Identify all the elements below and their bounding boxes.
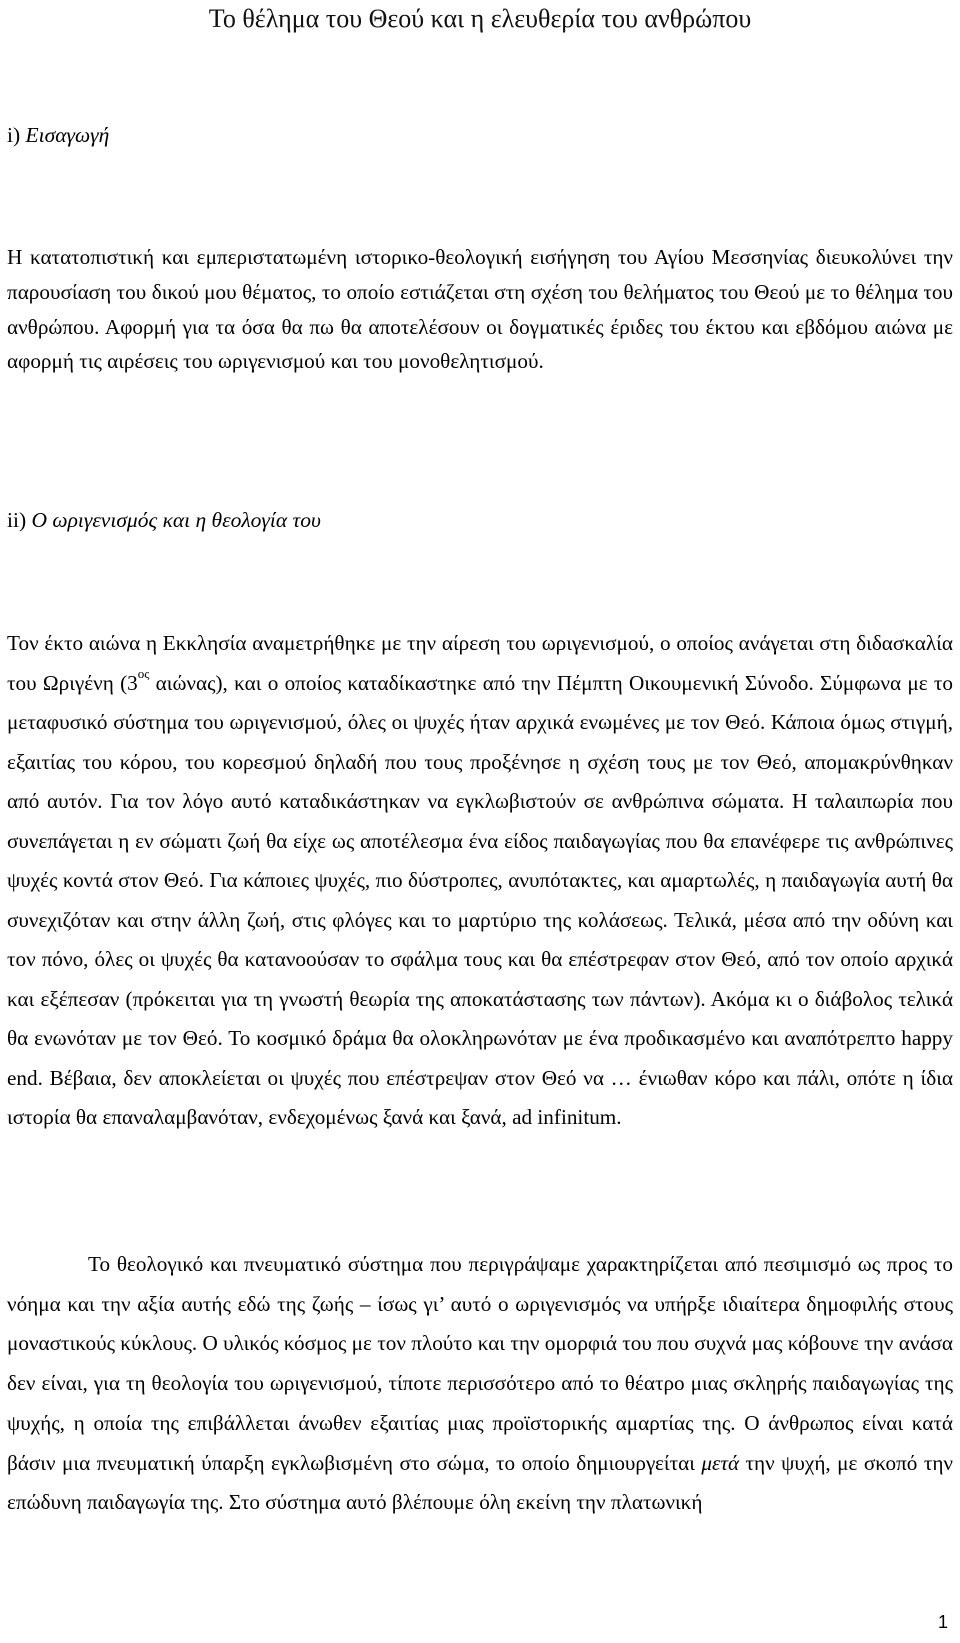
section-number: ii) bbox=[7, 508, 27, 532]
section-title: Εισαγωγή bbox=[25, 123, 110, 147]
document-title: Το θέλημα του Θεού και η ελευθερία του ανθρώπου bbox=[208, 4, 752, 33]
origenism-paragraph bbox=[7, 624, 953, 1138]
ordinal-superscript: ος bbox=[137, 666, 150, 682]
section-number: i) bbox=[7, 123, 21, 147]
section-title: Ο ωριγενισμός και η θεολογία του bbox=[31, 508, 321, 532]
paragraph-text: Τον έκτο αιώνα η Εκκλησία αναμετρήθηκε με την αίρεση του ωριγενισμού, ο οποίος ανάγεται στη διδασκαλία του Ωριγένη (3 bbox=[7, 631, 953, 695]
italic-word: μετά bbox=[701, 1450, 740, 1475]
section-heading-introduction bbox=[7, 121, 109, 149]
paragraph-text: αιώνας), και ο οποίος καταδίκαστηκε από την Πέμπτη Οικουμενική Σύνοδο. Σύμφωνα με το μεταφυσικό σύστημα του ωριγενισμού, όλες οι ψυχές ήταν αρχικά ενωμένες με τον Θεό. Κάποια όμως στιγμή, εξαιτίας του κόρου, του κορεσμού δηλαδή που τους προξένησε η σχέση τους με τον Θεό, απομακρύνθηκαν από αυτόν. Για τον λόγο αυτό καταδικάστηκαν να εγκλωβιστούν σε ανθρώπινα σώματα. Η ταλαιπωρία που συνεπάγεται η εν σώματι ζωή θα είχε ως αποτέλεσμα ένα είδος παιδαγωγίας που θα επανέφερε τις ανθρώπινες ψυχές κοντά στον Θεό. Για κάποιες ψυχές, πιο δύστροπες, ανυπότακτες, και αμαρτωλές, η παιδαγωγία αυτή θα συνεχιζόταν και στην άλλη ζωή, στις φλόγες και το μαρτύριο της κολάσεως. Τελικά, μέσα από την οδύνη και τον πόνο, όλες οι ψυχές θα κατανοούσαν το σφάλμα τους και θα επέστρεφαν στον Θεό, από τον οποίο αρχικά και εξέπεσαν (πρόκειται για τη γνωστή θεωρία της αποκατάστασης των πάντων). Ακόμα κι ο διάβολος τελικά θα ενωνόταν με τον Θεό. Το κοσμικό δράμα θα ολοκληρωνόταν με ένα προδικασμένο και αναπότρεπτο happy end. Βέβαια, δεν αποκλείεται οι ψυχές που επέστρεψαν στον Θεό να … ένιωθαν κόρο και πάλι, οπότε η ίδια ιστορία θα επαναλαμβανόταν, ενδεχομένως ξανά και ξανά, ad infinitum. bbox=[7, 670, 954, 1129]
paragraph-text: Το θεολογικό και πνευματικό σύστημα που περιγράψαμε χαρακτηρίζεται από πεσιμισμό ως προς το νόημα και την αξία αυτής εδώ της ζωής – ίσως γι’ αυτό ο ωριγενισμός να υπήρξε ιδιαίτερα δημοφιλής στους μοναστικούς κύκλους. Ο υλικός κόσμος με τον πλούτο και την ομορφιά του που συχνά μας κόβουνε την ανάσα δεν είναι, για τη θεολογία του ωριγενισμού, τίποτε περισσότερο από το θέατρο μιας σκληρής παιδαγωγίας της ψυχής, η οποία της επιβάλλεται άνωθεν εξαιτίας μιας προϊστορικής αμαρτίας της. Ο άνθρωπος είναι κατά βάσιν μια πνευματική ύπαρξη εγκλωβισμένη στο σώμα, το οποίο δημιουργείται bbox=[7, 1252, 953, 1475]
theology-paragraph bbox=[7, 1245, 953, 1523]
introduction-paragraph: Η κατατοπιστική και εμπεριστατωμένη ιστορικο-θεολογική εισήγηση του Αγίου Μεσσηνίας διευκολύνει την παρουσίαση του δικού μου θέματος, το οποίο εστιάζεται στη σχέση του θελήματος του Θεού με το θέλημα του ανθρώπου. Αφορμή για τα όσα θα πω θα αποτελέσουν οι δογματικές έριδες του έκτου και εβδόμου αιώνα με αφορμή τις αιρέσεις του ωριγενισμού και του μονοθελητισμού. bbox=[7, 245, 953, 374]
page-number: 1 bbox=[937, 1612, 948, 1632]
paragraph-text: την ψυχή, με σκοπό την επώδυνη παιδαγωγία της. Στο σύστημα αυτό βλέπουμε όλη εκείνη την πλατωνική bbox=[7, 1450, 953, 1515]
section-heading-origenism bbox=[7, 506, 321, 534]
